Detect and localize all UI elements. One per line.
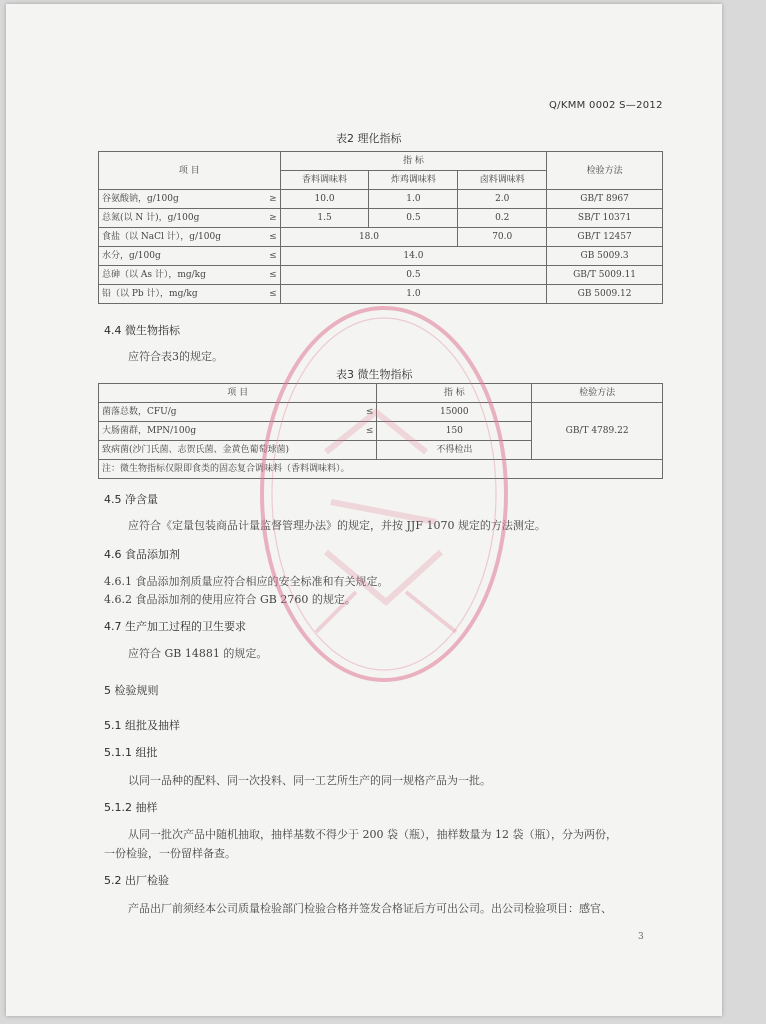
section-5-1-2-text-line2: 一份检验，一份留样备查。 [104, 847, 236, 860]
row-item: 谷氨酸钠，g/100g [102, 194, 179, 204]
table2-subheader-spice: 香料调味料 [280, 171, 369, 190]
table2-subheader-fried-chicken: 炸鸡调味料 [369, 171, 458, 190]
value-cell: 70.0 [458, 228, 547, 247]
row-symbol: ≤ [269, 232, 277, 242]
value-cell: 2.0 [458, 190, 547, 209]
table2-item-cell [99, 190, 281, 209]
value-cell: 15000 [377, 403, 532, 422]
method-cell: GB 5009.3 [547, 247, 663, 266]
section-5-1-2-text-line1: 从同一批次产品中随机抽取，抽样基数不得少于 200 袋（瓶），抽样数量为 12 袋（瓶），分为两份， [128, 828, 617, 841]
value-cell: 10.0 [280, 190, 369, 209]
value-cell: 1.0 [280, 285, 547, 304]
row-item: 总砷（以 As 计），mg/kg [102, 270, 206, 280]
table2-item-cell [99, 228, 281, 247]
row-item: 铅（以 Pb 计），mg/kg [102, 289, 198, 299]
table-row [99, 285, 663, 304]
section-5-1-heading: 5.1 组批及抽样 [104, 719, 180, 732]
table3-item-cell [99, 441, 377, 460]
table2-header-method: 检验方法 [547, 152, 663, 190]
table2-subheader-braise: 卤料调味料 [458, 171, 547, 190]
document-page [6, 4, 722, 1016]
row-item: 食盐（以 NaCl 计），g/100g [102, 232, 221, 242]
method-cell: GB/T 4789.22 [532, 403, 663, 460]
row-item: 致病菌(沙门氏菌、志贺氏菌、金黄色葡萄球菌) [102, 445, 290, 455]
table2-item-cell [99, 247, 281, 266]
section-5-2-text: 产品出厂前须经本公司质量检验部门检验合格并签发合格证后方可出公司。出公司检验项目：感官、 [128, 902, 612, 915]
row-symbol: ≤ [269, 289, 277, 299]
row-item: 菌落总数，CFU/g [102, 407, 177, 417]
table3-note-row [99, 460, 663, 479]
table-row [99, 247, 663, 266]
page-number: 3 [638, 932, 644, 942]
method-cell: GB 5009.12 [547, 285, 663, 304]
document-number: Q/KMM 0002 S—2012 [549, 100, 663, 111]
table2-item-cell [99, 266, 281, 285]
row-item: 大肠菌群，MPN/100g [102, 426, 197, 436]
table3-microbial [98, 383, 663, 479]
value-cell: 14.0 [280, 247, 547, 266]
row-symbol: ≤ [269, 251, 277, 261]
table3-item-cell [99, 403, 377, 422]
table3-item-cell [99, 422, 377, 441]
method-cell: GB/T 5009.11 [547, 266, 663, 285]
table2-header-row [99, 152, 663, 171]
section-4-4-heading: 4.4 微生物指标 [104, 324, 180, 337]
section-5-1-2-heading: 5.1.2 抽样 [104, 801, 158, 814]
row-symbol: ≥ [269, 213, 277, 223]
table2-caption: 表2 理化指标 [336, 132, 402, 145]
section-4-4-text: 应符合表3的规定。 [128, 350, 223, 363]
table3-header-item: 项 目 [99, 384, 377, 403]
section-4-5-heading: 4.5 净含量 [104, 493, 158, 506]
section-5-heading: 5 检验规则 [104, 684, 159, 697]
table3-header-method: 检验方法 [532, 384, 663, 403]
method-cell: SB/T 10371 [547, 209, 663, 228]
table-row [99, 209, 663, 228]
row-symbol: ≤ [269, 270, 277, 280]
section-5-2-heading: 5.2 出厂检验 [104, 874, 169, 887]
seal-outer-ring [262, 308, 506, 680]
value-cell: 18.0 [280, 228, 458, 247]
table-row [99, 266, 663, 285]
table-row [99, 190, 663, 209]
table2-item-cell [99, 209, 281, 228]
row-item: 水分，g/100g [102, 251, 161, 261]
section-4-6-heading: 4.6 食品添加剂 [104, 548, 180, 561]
table3-header-index: 指 标 [377, 384, 532, 403]
table2-header-index: 指 标 [280, 152, 547, 171]
value-cell: 不得检出 [377, 441, 532, 460]
row-symbol: ≤ [365, 407, 374, 417]
table2-item-cell [99, 285, 281, 304]
table3-header-row [99, 384, 663, 403]
method-cell: GB/T 8967 [547, 190, 663, 209]
section-5-1-1-heading: 5.1.1 组批 [104, 746, 158, 759]
table-row [99, 228, 663, 247]
table2-header-item: 项 目 [99, 152, 281, 190]
value-cell: 150 [377, 422, 532, 441]
section-4-5-text: 应符合《定量包装商品计量监督管理办法》的规定，并按 JJF 1070 规定的方法测定。 [128, 519, 546, 532]
section-4-7-heading: 4.7 生产加工过程的卫生要求 [104, 620, 246, 633]
table3-caption: 表3 微生物指标 [336, 368, 413, 381]
table2-physicochemical [98, 151, 663, 304]
value-cell: 0.2 [458, 209, 547, 228]
value-cell: 1.5 [280, 209, 369, 228]
table-row [99, 403, 663, 422]
row-item: 总氮(以 N 计)，g/100g [102, 213, 200, 223]
row-symbol: ≥ [269, 194, 277, 204]
section-5-1-1-text: 以同一品种的配料、同一次投料、同一工艺所生产的同一规格产品为一批。 [128, 774, 491, 787]
section-4-6-1-text: 4.6.1 食品添加剂质量应符合相应的安全标准和有关规定。 [104, 575, 389, 588]
row-symbol: ≤ [365, 426, 374, 436]
table3-note: 注：微生物指标仅限即食类的固态复合调味料（香料调味料）。 [99, 460, 663, 479]
section-4-6-2-text: 4.6.2 食品添加剂的使用应符合 GB 2760 的规定。 [104, 593, 356, 606]
value-cell: 0.5 [280, 266, 547, 285]
value-cell: 0.5 [369, 209, 458, 228]
company-seal-stamp [256, 302, 512, 686]
method-cell: GB/T 12457 [547, 228, 663, 247]
value-cell: 1.0 [369, 190, 458, 209]
section-4-7-text: 应符合 GB 14881 的规定。 [128, 647, 268, 660]
